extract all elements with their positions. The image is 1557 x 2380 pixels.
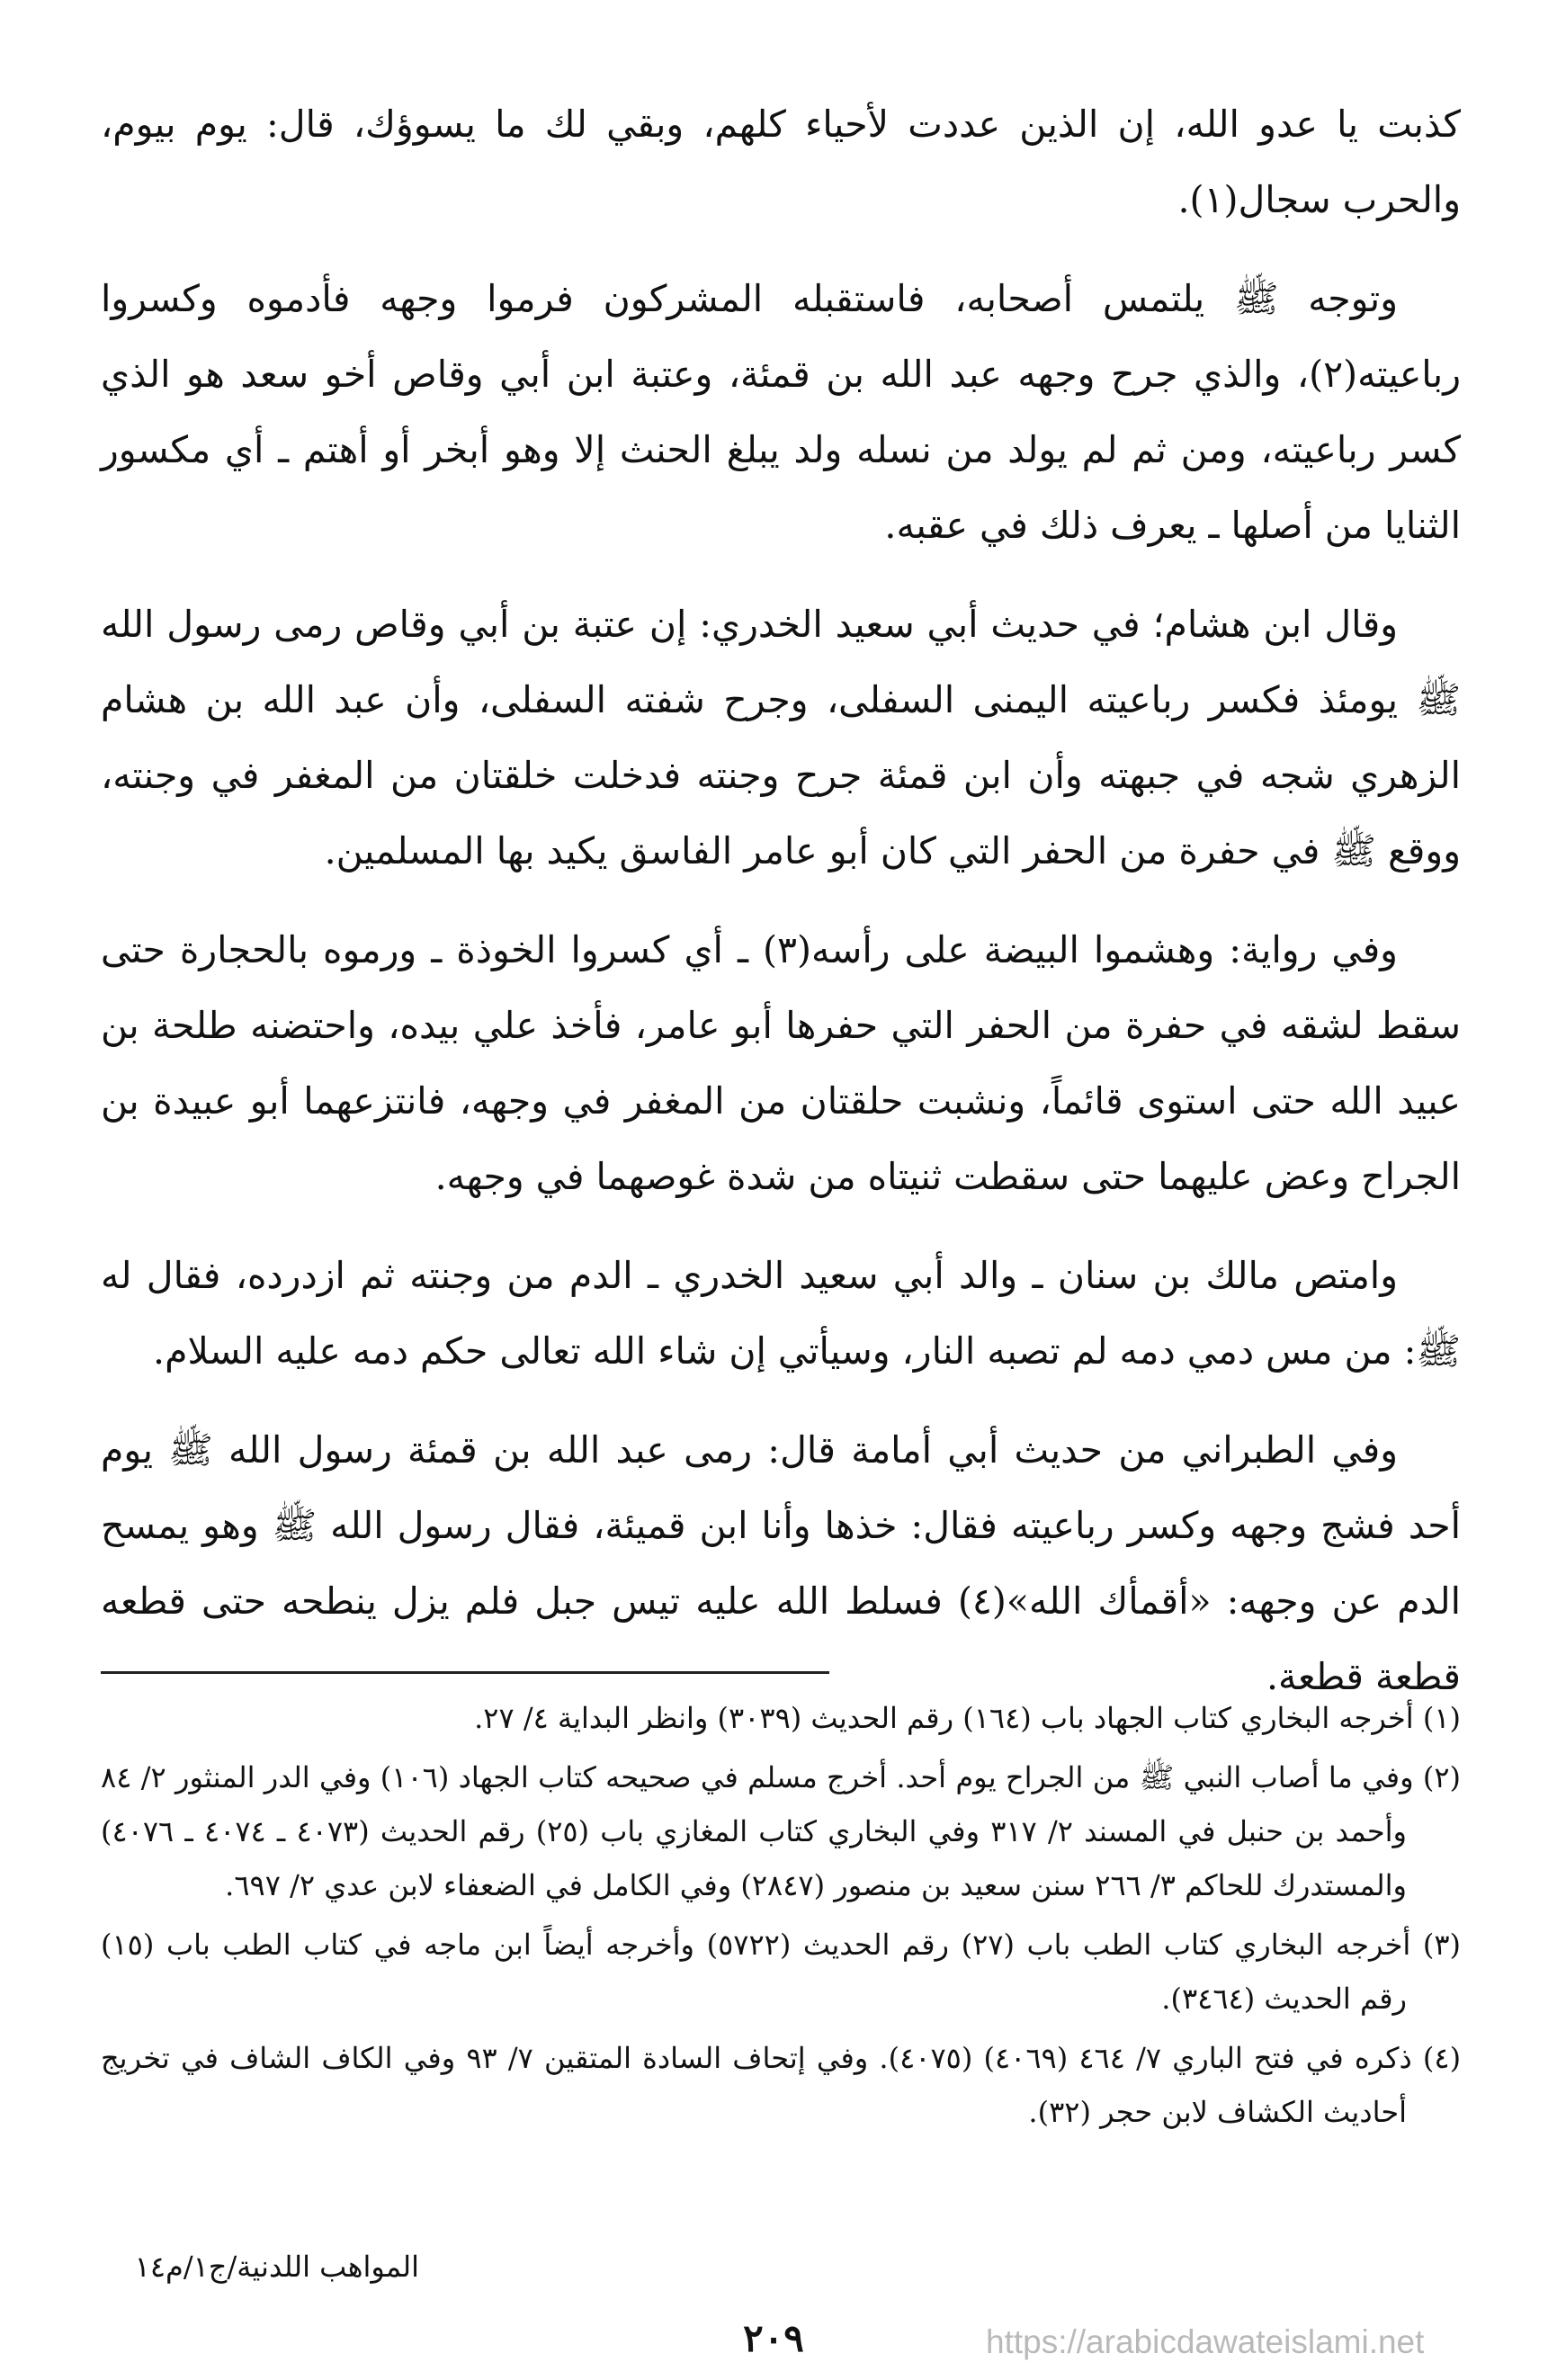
- paragraph: وقال ابن هشام؛ في حديث أبي سعيد الخدري: إن عتبة بن أبي وقاص رمى رسول الله ﷺ يومئذ فكسر رباعيته اليمنى السفلى، وجرح شفته السفلى، وأن عبد الله بن هشام الزهري شجه في جبهته وأن ابن قمئة جرح وجنته فدخلت خلقتان من المغفر في وجنته، ووقع ﷺ في حفرة من الحفر التي كان أبو عامر الفاسق يكيد بها المسلمين.: [101, 603, 1461, 872]
- paragraph: وفي رواية: وهشموا البيضة على رأسه(٣) ـ أي كسروا الخوذة ـ ورموه بالحجارة حتى سقط لشقه في حفرة من الحفر التي حفرها أبو عامر، فأخذ علي بيده، واحتضنه طلحة بن عبيد الله حتى استوى قائماً، ونشبت حلقتان من المغفر في وجهه، فانتزعهما أبو عبيدة بن الجراح وعض عليهما حتى سقطت ثنيتاه من شدة غوصهما في وجهه.: [101, 928, 1461, 1198]
- page-number: ٢٠٩: [743, 2316, 804, 2360]
- watermark-url: https://arabicdawateislami.net: [986, 2323, 1425, 2360]
- footnote-item: (٣) أخرجه البخاري كتاب الطب باب (٢٧) رقم الحديث (٥٧٢٢) وأخرجه أيضاً ابن ماجه في كتاب الطب باب (١٥) رقم الحديث (٣٤٦٤).: [101, 1928, 1462, 2016]
- paragraph: وفي الطبراني من حديث أبي أمامة قال: رمى عبد الله بن قمئة رسول الله ﷺ يوم أحد فشج وجهه وكسر رباعيته فقال: خذها وأنا ابن قميئة، فقال رسول الله ﷺ وهو يمسح الدم عن وجهه: «أقمأك الله»(٤) فسلط الله عليه تيس جبل فلم يزل ينطحه حتى قطعه قطعة قطعة.: [101, 1428, 1461, 1698]
- running-head: المواهب اللدنية/ج١/م١٤: [134, 2250, 419, 2284]
- paragraph: وتوجه ﷺ يلتمس أصحابه، فاستقبله المشركون فرموا وجهه فأدموه وكسروا رباعيته(٢)، والذي جرح وجهه عبد الله بن قمئة، وعتبة ابن أبي وقاص أخو سعد هو الذي كسر رباعيته، ومن ثم لم يولد من نسله ولد يبلغ الحنث إلا وهو أبخر أو أهتم ـ أي مكسور الثنايا من أصلها ـ يعرف ذلك في عقبه.: [101, 277, 1461, 547]
- main-text-body: [101, 86, 1461, 1738]
- footnote-item: (٢) وفي ما أصاب النبي ﷺ من الجراح يوم أحد. أخرج مسلم في صحيحه كتاب الجهاد (١٠٦) وفي الدر المنثور ٢/ ٨٤ وأحمد بن حنبل في المسند ٢/ ٣١٧ وفي البخاري كتاب المغازي باب (٢٥) رقم الحديث (٤٠٧٣ ـ ٤٠٧٤ ـ ٤٠٧٦) والمستدرك للحاكم ٣/ ٢٦٦ سنن سعيد بن منصور (٢٨٤٧) وفي الكامل في الضعفاء لابن عدي ٢/ ٦٩٧.: [101, 1760, 1462, 1902]
- footnotes-section: [101, 1691, 1461, 2144]
- paragraph: وامتص مالك بن سنان ـ والد أبي سعيد الخدري ـ الدم من وجنته ثم ازدرده، فقال له ﷺ: من مس دمي دمه لم تصبه النار، وسيأتي إن شاء الله تعالى حكم دمه عليه السلام.: [101, 1254, 1461, 1373]
- footnote-item: (٤) ذكره في فتح الباري ٧/ ٤٦٤ (٤٠٦٩) (٤٠٧٥). وفي إتحاف السادة المتقين ٧/ ٩٣ وفي الكاف الشاف في تخريج أحاديث الكشاف لابن حجر (٣٢).: [101, 2041, 1462, 2129]
- footnote-divider: [101, 1671, 829, 1674]
- footnote-item: (١) أخرجه البخاري كتاب الجهاد باب (١٦٤) رقم الحديث (٣٠٣٩) وانظر البداية ٤/ ٢٧.: [474, 1701, 1461, 1735]
- paragraph: كذبت يا عدو الله، إن الذين عددت لأحياء كلهم، وبقي لك ما يسوؤك، قال: يوم بيوم، والحرب سجال(١).: [101, 103, 1461, 221]
